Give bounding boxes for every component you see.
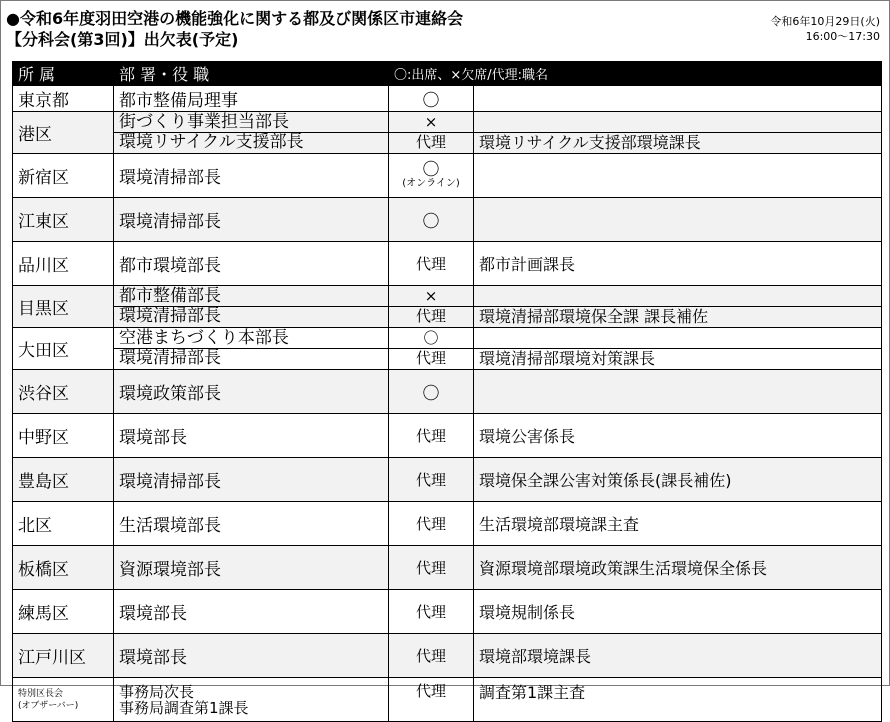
ward-cell: 港区 [13, 112, 114, 154]
proxy-note-cell [474, 590, 882, 634]
attendance-mark: 代理 [415, 471, 446, 489]
position-cell [114, 112, 389, 154]
ward-cell: 豊島区 [13, 458, 114, 502]
table-row [13, 546, 882, 590]
table-row [13, 198, 882, 242]
attendance-mark: 代理 [415, 559, 446, 577]
position-cell [114, 634, 389, 678]
position-label: 都市環境部長 [119, 256, 221, 276]
table-row [13, 458, 882, 502]
position-label: 事務局調査第1課長 [119, 698, 249, 717]
position-label: 都市整備局理事 [119, 91, 238, 111]
position-cell [114, 198, 389, 242]
attendance-cell [389, 328, 474, 370]
table-row [13, 328, 882, 370]
ward-cell: 中野区 [13, 414, 114, 458]
attendance-cell [389, 458, 474, 502]
proxy-note-cell [474, 198, 882, 242]
attendance-cell [389, 154, 474, 198]
position-label: 空港まちづくり本部長 [119, 328, 289, 348]
ward-cell: 板橋区 [13, 546, 114, 590]
position-cell [114, 154, 389, 198]
attendance-cell [389, 242, 474, 286]
table-row [13, 154, 882, 198]
attendance-cell [389, 590, 474, 634]
table-row [13, 502, 882, 546]
attendance-mark: 〇 [422, 384, 440, 404]
ward-cell: 品川区 [13, 242, 114, 286]
proxy-note: 環境公害係長 [479, 427, 576, 446]
attendance-mark: 代理 [389, 132, 473, 152]
proxy-note: 都市計画課長 [479, 255, 576, 274]
table-row [13, 112, 882, 154]
proxy-note: 環境部環境課長 [479, 647, 592, 666]
proxy-note-cell [474, 328, 882, 370]
attendance-cell [389, 286, 474, 328]
table-row [13, 286, 882, 328]
position-label: 街づくり事業担当部長 [119, 112, 289, 132]
proxy-note-cell [474, 678, 882, 722]
attendance-cell [389, 112, 474, 154]
attendance-mark: × [424, 287, 438, 305]
document-title: ●令和6年度羽田空港の機能強化に関する都及び関係区市連絡会 [6, 9, 464, 28]
ward-cell: 北区 [13, 502, 114, 546]
position-cell [114, 458, 389, 502]
position-cell [114, 590, 389, 634]
position-label: 資源環境部長 [119, 560, 221, 580]
position-label: 環境清掃部長 [119, 472, 221, 492]
attendance-cell [389, 678, 474, 722]
position-cell [114, 678, 389, 722]
column-header-affiliation: 所 属 [13, 62, 114, 86]
position-label: 都市整備部長 [119, 286, 221, 306]
observer-label: (オブザーバー) [18, 700, 79, 711]
proxy-note-cell [474, 414, 882, 458]
attendance-mark: 代理 [415, 255, 446, 273]
proxy-note-cell [474, 502, 882, 546]
attendance-mark: 代理 [415, 682, 446, 700]
proxy-note-cell [474, 458, 882, 502]
table-row [13, 370, 882, 414]
attendance-cell [389, 546, 474, 590]
attendance-cell [389, 634, 474, 678]
attendance-mark: 代理 [415, 427, 446, 445]
proxy-note: 環境清掃部環境保全課 課長補佐 [474, 306, 881, 326]
position-label: 環境清掃部長 [114, 348, 388, 368]
position-cell [114, 86, 389, 112]
table-header-row [13, 62, 882, 86]
proxy-note: 環境清掃部環境対策課長 [474, 348, 881, 368]
ward-cell: 大田区 [13, 328, 114, 370]
table-row [13, 634, 882, 678]
meeting-time: 16:00〜17:30 [805, 30, 880, 43]
proxy-note: 環境規制係長 [479, 603, 576, 622]
proxy-note: 環境保全課公害対策係長(課長補佐) [479, 471, 732, 490]
attendance-mark: 〇 [422, 91, 440, 111]
position-cell [114, 502, 389, 546]
position-label: 環境政策部長 [119, 384, 221, 404]
position-label: 生活環境部長 [119, 516, 221, 536]
position-cell [114, 414, 389, 458]
position-label: 事務局次長 [119, 682, 195, 701]
attendance-cell [389, 414, 474, 458]
ward-cell: 渋谷区 [13, 370, 114, 414]
table-row [13, 590, 882, 634]
proxy-note [479, 113, 881, 132]
position-label: 環境リサイクル支援部長 [114, 132, 388, 152]
proxy-note-cell [474, 242, 882, 286]
position-cell [114, 370, 389, 414]
proxy-note-cell [474, 154, 882, 198]
attendance-cell [389, 502, 474, 546]
attendance-mark: 〇 [422, 212, 440, 232]
attendance-mark: 代理 [389, 306, 473, 326]
column-header-attendance: 〇:出席、×欠席/代理:職名 [389, 62, 882, 86]
attendance-cell [389, 86, 474, 112]
ward-cell: 江東区 [13, 198, 114, 242]
attendance-mark: 〇 [423, 329, 439, 347]
meeting-date: 令和6年10月29日(火) [770, 15, 880, 28]
attendance-mark: 代理 [415, 647, 446, 665]
position-label: 環境清掃部長 [114, 306, 388, 326]
position-cell [114, 546, 389, 590]
ward-cell: 江戸川区 [13, 634, 114, 678]
attendance-mark: 代理 [389, 348, 473, 368]
proxy-note-cell [474, 86, 882, 112]
attendance-cell [389, 370, 474, 414]
ward-label: 特別区長会 [18, 688, 64, 699]
online-label: (オンライン) [402, 177, 460, 189]
proxy-note [479, 287, 881, 306]
proxy-note: 調査第1課主査 [479, 683, 586, 702]
position-label: 環境清掃部長 [119, 212, 221, 232]
proxy-note-cell [474, 546, 882, 590]
table-row [13, 242, 882, 286]
position-label: 環境部長 [119, 428, 187, 448]
ward-cell: 練馬区 [13, 590, 114, 634]
attendance-mark: 代理 [415, 515, 446, 533]
document-subtitle: 【分科会(第3回)】出欠表(予定) [6, 30, 239, 49]
table-row [13, 414, 882, 458]
proxy-note: 環境リサイクル支援部環境課長 [474, 132, 881, 152]
ward-cell: 新宿区 [13, 154, 114, 198]
proxy-note-cell [474, 112, 882, 154]
attendance-mark: 代理 [415, 603, 446, 621]
proxy-note-cell [474, 286, 882, 328]
attendance-cell [389, 198, 474, 242]
ward-cell: 目黒区 [13, 286, 114, 328]
proxy-note: 生活環境部環境課主査 [479, 515, 640, 534]
ward-cell: 東京都 [13, 86, 114, 112]
position-label: 環境清掃部長 [119, 168, 221, 188]
table-row [13, 86, 882, 112]
column-header-position: 部 署・役 職 [114, 62, 389, 86]
position-cell [114, 286, 389, 328]
proxy-note [479, 329, 881, 348]
proxy-note: 資源環境部環境政策課生活環境保全係長 [479, 559, 768, 578]
proxy-note-cell [474, 634, 882, 678]
position-label: 環境部長 [119, 604, 187, 624]
table-row-observer [13, 678, 882, 722]
attendance-table [12, 61, 882, 722]
proxy-note-cell [474, 370, 882, 414]
attendance-mark: × [424, 113, 438, 131]
position-cell [114, 328, 389, 370]
ward-cell [13, 678, 114, 722]
position-cell [114, 242, 389, 286]
position-label: 環境部長 [119, 648, 187, 668]
attendance-mark: 〇 [422, 159, 440, 180]
